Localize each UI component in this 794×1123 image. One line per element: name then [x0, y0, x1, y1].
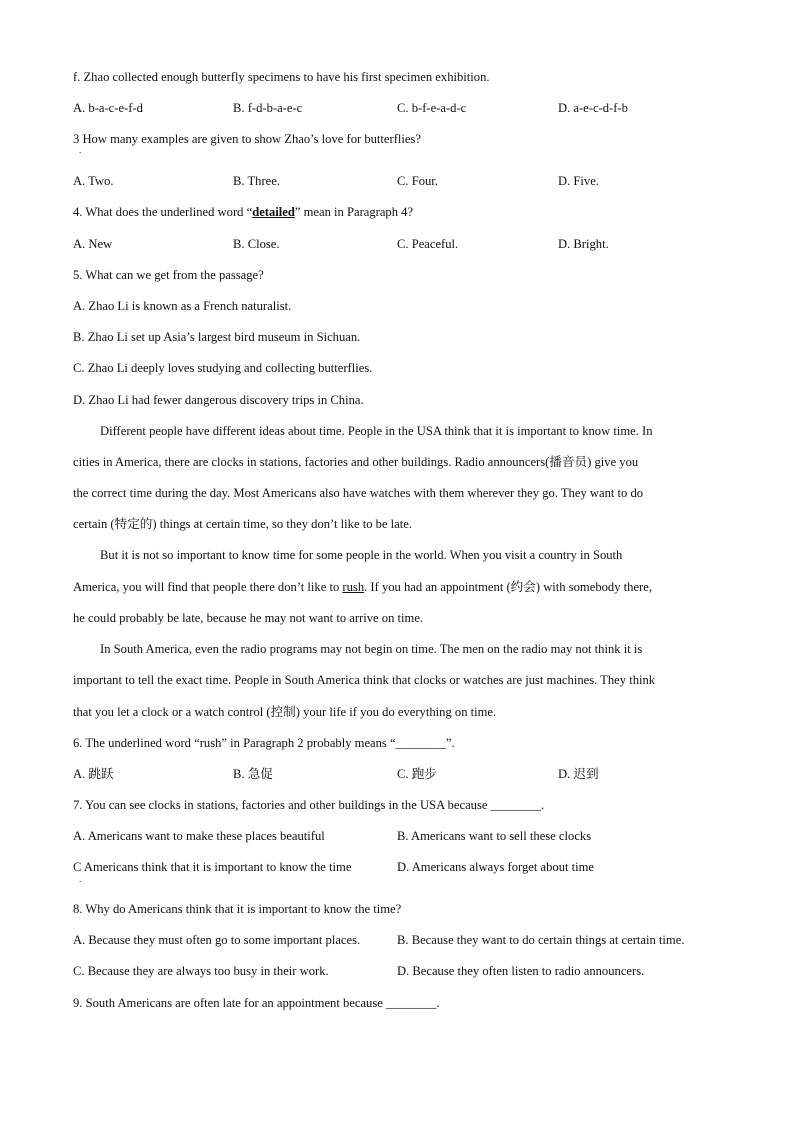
- passage-p3-line1: In South America, even the radio programs may not begin on time. The men on the radio may not think it is: [100, 642, 643, 656]
- q2-option-d: D. a-e-c-d-f-b: [558, 101, 628, 115]
- q4-option-a: A. New: [73, 237, 113, 251]
- q8-option-c: C. Because they are always too busy in their work.: [73, 964, 329, 978]
- q3-option-c: C. Four.: [397, 174, 438, 188]
- q3-option-a: A. Two.: [73, 174, 114, 188]
- q9-stem: 9. South Americans are often late for an appointment because ________.: [73, 996, 440, 1010]
- q7-option-a: A. Americans want to make these places beautiful: [73, 829, 325, 843]
- q5-option-d: D. Zhao Li had fewer dangerous discovery trips in China.: [73, 393, 364, 407]
- q6-option-d: D. 迟到: [558, 767, 599, 781]
- q8-option-a: A. Because they must often go to some important places.: [73, 933, 361, 947]
- q2-option-a: A. b-a-c-e-f-d: [73, 101, 143, 115]
- passage-p3-line2: important to tell the exact time. People in South America think that clocks or watches are just machines. They think: [73, 673, 656, 687]
- q3-option-d: D. Five.: [558, 174, 599, 188]
- stray-dot: .: [79, 145, 82, 155]
- q2-option-b: B. f-d-b-a-e-c: [233, 101, 303, 115]
- passage-p1-line2: cities in America, there are clocks in stations, factories and other buildings. Radio announcers(播音员) give you: [73, 455, 639, 469]
- passage-p2-line2: [73, 579, 733, 595]
- passage-p1-line4: certain (特定的) things at certain time, so they don’t like to be late.: [73, 517, 413, 531]
- q4-option-d: D. Bright.: [558, 237, 609, 251]
- passage-p2-pre: America, you will find that people there don’t like to: [73, 580, 343, 594]
- q3-stem: 3 How many examples are given to show Zhao’s love for butterflies?: [73, 132, 421, 146]
- q6-option-a: A. 跳跃: [73, 767, 114, 781]
- q5-option-b: B. Zhao Li set up Asia’s largest bird museum in Sichuan.: [73, 330, 361, 344]
- passage-p2-line3: he could probably be late, because he may not want to arrive on time.: [73, 611, 424, 625]
- passage-p2-post: . If you had an appointment (约会) with somebody there,: [364, 580, 652, 594]
- passage-p2-line1: But it is not so important to know time for some people in the world. When you visit a country in South: [100, 548, 623, 562]
- q8-stem: 8. Why do Americans think that it is important to know the time?: [73, 902, 402, 916]
- q4-underlined-word: detailed: [252, 205, 295, 219]
- underlined-word-rush: rush: [342, 580, 365, 594]
- q4-stem: [73, 204, 733, 220]
- passage-p1-line1: Different people have different ideas about time. People in the USA think that it is important to know time. In: [100, 424, 653, 438]
- q7-stem: 7. You can see clocks in stations, factories and other buildings in the USA because ________.: [73, 798, 545, 812]
- item-f: f. Zhao collected enough butterfly specimens to have his first specimen exhibition.: [73, 70, 490, 84]
- q7-option-b: B. Americans want to sell these clocks: [397, 829, 592, 843]
- q4-stem-post: ” mean in Paragraph 4?: [294, 205, 414, 219]
- q4-option-b: B. Close.: [233, 237, 280, 251]
- q4-stem-pre: 4. What does the underlined word “: [73, 205, 253, 219]
- passage-p3-line3: that you let a clock or a watch control (控制) your life if you do everything on time.: [73, 705, 497, 719]
- q6-option-b: B. 急促: [233, 767, 273, 781]
- stray-dot: .: [79, 874, 82, 884]
- q7-option-c: C Americans think that it is important to know the time: [73, 860, 352, 874]
- passage-p1-line3: the correct time during the day. Most Americans also have watches with them wherever they go. They want to do: [73, 486, 644, 500]
- q6-option-c: C. 跑步: [397, 767, 437, 781]
- q8-option-b: B. Because they want to do certain things at certain time.: [397, 933, 685, 947]
- q5-option-c: C. Zhao Li deeply loves studying and collecting butterflies.: [73, 361, 373, 375]
- q7-option-d: D. Americans always forget about time: [397, 860, 595, 874]
- q4-option-c: C. Peaceful.: [397, 237, 459, 251]
- q6-stem: 6. The underlined word “rush” in Paragraph 2 probably means “________”.: [73, 736, 455, 750]
- q5-option-a: A. Zhao Li is known as a French naturalist.: [73, 299, 292, 313]
- q5-stem: 5. What can we get from the passage?: [73, 268, 264, 282]
- q3-option-b: B. Three.: [233, 174, 280, 188]
- q8-option-d: D. Because they often listen to radio announcers.: [397, 964, 645, 978]
- q2-option-c: C. b-f-e-a-d-c: [397, 101, 467, 115]
